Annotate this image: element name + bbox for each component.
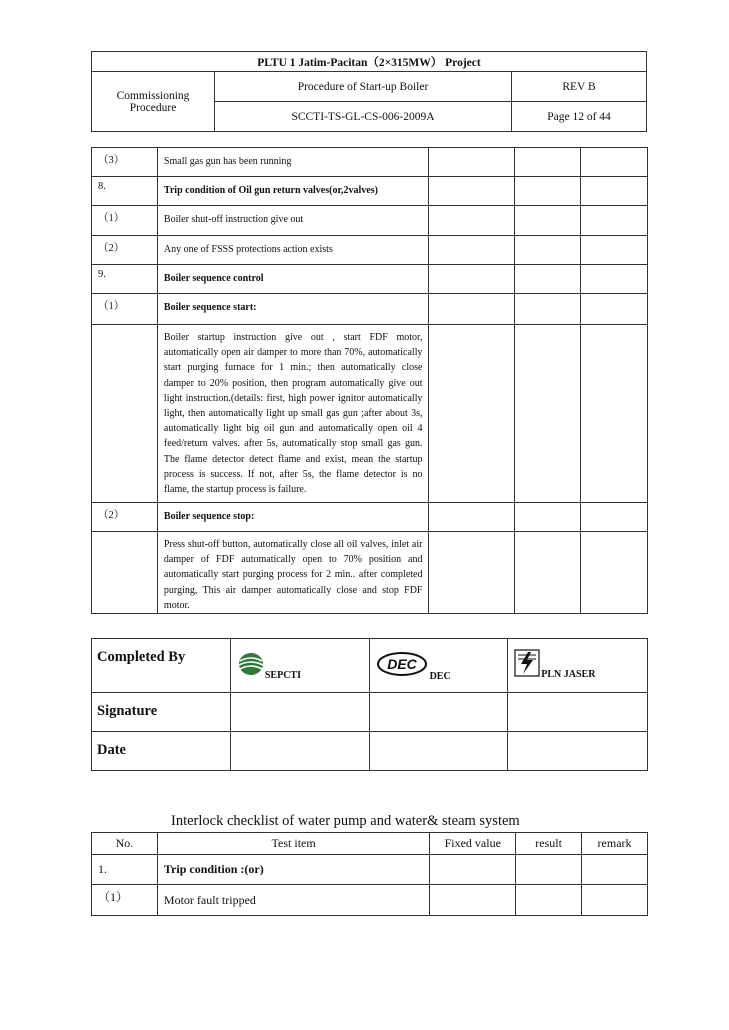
remark-cell xyxy=(581,177,648,206)
row-number: （1） xyxy=(92,294,158,325)
result-cell xyxy=(515,294,581,325)
checklist-title: Interlock checklist of water pump and water& steam system xyxy=(171,813,520,829)
fixed-value-cell xyxy=(429,532,515,614)
checklist-header-row xyxy=(92,833,648,855)
row-number: （2） xyxy=(92,503,158,532)
document-number: SCCTI-TS-GL-CS-006-2009A xyxy=(215,102,512,132)
project-title: PLTU 1 Jatim-Pacitan（2×315MW） Project xyxy=(92,52,647,72)
remark-cell xyxy=(581,148,648,177)
signature-sepcti xyxy=(230,693,369,732)
result-cell xyxy=(516,885,582,916)
date-label: Date xyxy=(92,732,231,771)
row-text: Boiler sequence stop: xyxy=(157,503,429,532)
table-row xyxy=(92,148,648,177)
dec-label: DEC xyxy=(429,671,451,682)
table-row xyxy=(92,532,648,614)
revision: REV B xyxy=(512,72,647,102)
remark-cell xyxy=(581,206,648,236)
row-number: （3） xyxy=(92,148,158,177)
row-number: 9. xyxy=(92,265,158,294)
fixed-value-cell xyxy=(429,503,515,532)
header-result: result xyxy=(516,833,582,855)
signoff-table xyxy=(91,638,648,771)
row-text: Motor fault tripped xyxy=(157,885,429,916)
table-row xyxy=(92,265,648,294)
remark-cell xyxy=(581,265,648,294)
result-cell xyxy=(515,236,581,265)
dec-logo-icon xyxy=(376,651,428,677)
procedure-steps-table xyxy=(91,147,648,614)
fixed-value-cell xyxy=(429,236,515,265)
fixed-value-cell xyxy=(429,294,515,325)
date-sepcti xyxy=(230,732,369,771)
row-number: （1） xyxy=(92,885,158,916)
row-number: 1. xyxy=(92,855,158,885)
remark-cell xyxy=(581,236,648,265)
table-row xyxy=(92,885,648,916)
result-cell xyxy=(515,325,581,503)
date-dec xyxy=(369,732,508,771)
commissioning-procedure-label: Commissioning Procedure xyxy=(92,72,215,132)
signature-dec xyxy=(369,693,508,732)
table-row xyxy=(92,294,648,325)
result-cell xyxy=(515,148,581,177)
row-text: Trip condition :(or) xyxy=(157,855,429,885)
signature-pln xyxy=(508,693,648,732)
result-cell xyxy=(515,177,581,206)
completed-by-label: Completed By xyxy=(92,639,231,693)
row-text: Boiler shut-off instruction give out xyxy=(157,206,429,236)
result-cell xyxy=(515,532,581,614)
header-test-item: Test item xyxy=(157,833,429,855)
table-row xyxy=(92,206,648,236)
row-text: Boiler startup instruction give out , start FDF motor, automatically open air damper to more than 70%, automatically start purging furnace for 1 min.; then automatically close damper to 20% position, then program automatically give out light instruction.(details: first, high power ignitor automatically light, then automatically light up small gas gun ;after about 3s, automatically light big oil gun and automatically open oil 4 feed/return valves. after 5s, automatically stop small gas gun. The flame detector detect flame and exist, mean the startup process is success. If not, after 5s, the flame detector is no flame, the startup process is failure. xyxy=(157,325,429,503)
table-row xyxy=(92,325,648,503)
result-cell xyxy=(515,206,581,236)
checklist-table xyxy=(91,832,648,916)
row-number: （1） xyxy=(92,206,158,236)
row-text: Small gas gun has been running xyxy=(157,148,429,177)
table-row xyxy=(92,236,648,265)
row-text: Any one of FSSS protections action exists xyxy=(157,236,429,265)
remark-cell xyxy=(582,885,648,916)
row-number: 8. xyxy=(92,177,158,206)
fixed-value-cell xyxy=(429,148,515,177)
row-number: （2） xyxy=(92,236,158,265)
header-fixed-value: Fixed value xyxy=(430,833,516,855)
header-table xyxy=(91,51,647,132)
fixed-value-cell xyxy=(430,885,516,916)
row-text: Press shut-off button, automatically close all oil valves, inlet air damper of FDF automatically open to 70% position and automatically start purging process for 2 min.. after completed purging, This air damper automatically close and stop FDF motor. xyxy=(157,532,429,614)
row-number xyxy=(92,532,158,614)
pln-jaser-label: PLN JASER xyxy=(541,669,596,680)
fixed-value-cell xyxy=(430,855,516,885)
row-number xyxy=(92,325,158,503)
procedure-title: Procedure of Start-up Boiler xyxy=(215,72,512,102)
signature-label: Signature xyxy=(92,693,231,732)
fixed-value-cell xyxy=(429,325,515,503)
fixed-value-cell xyxy=(429,177,515,206)
result-cell xyxy=(516,855,582,885)
result-cell xyxy=(515,503,581,532)
remark-cell xyxy=(581,532,648,614)
table-row xyxy=(92,503,648,532)
date-pln xyxy=(508,732,648,771)
fixed-value-cell xyxy=(429,206,515,236)
page-number: Page 12 of 44 xyxy=(512,102,647,132)
remark-cell xyxy=(581,503,648,532)
result-cell xyxy=(515,265,581,294)
row-text: Boiler sequence control xyxy=(157,265,429,294)
sepcti-logo-icon xyxy=(237,651,265,677)
fixed-value-cell xyxy=(429,265,515,294)
dec-logo-text: DEC xyxy=(386,656,417,672)
header-remark: remark xyxy=(582,833,648,855)
header-no: No. xyxy=(92,833,158,855)
sepcti-label: SEPCTI xyxy=(264,670,301,681)
table-row xyxy=(92,177,648,206)
remark-cell xyxy=(582,855,648,885)
pln-logo-icon xyxy=(514,649,540,677)
dec-cell xyxy=(369,639,508,693)
table-row xyxy=(92,855,648,885)
remark-cell xyxy=(581,294,648,325)
pln-jaser-cell xyxy=(508,639,648,693)
row-text: Trip condition of Oil gun return valves(or,2valves) xyxy=(157,177,429,206)
row-text: Boiler sequence start: xyxy=(157,294,429,325)
remark-cell xyxy=(581,325,648,503)
sepcti-cell xyxy=(230,639,369,693)
